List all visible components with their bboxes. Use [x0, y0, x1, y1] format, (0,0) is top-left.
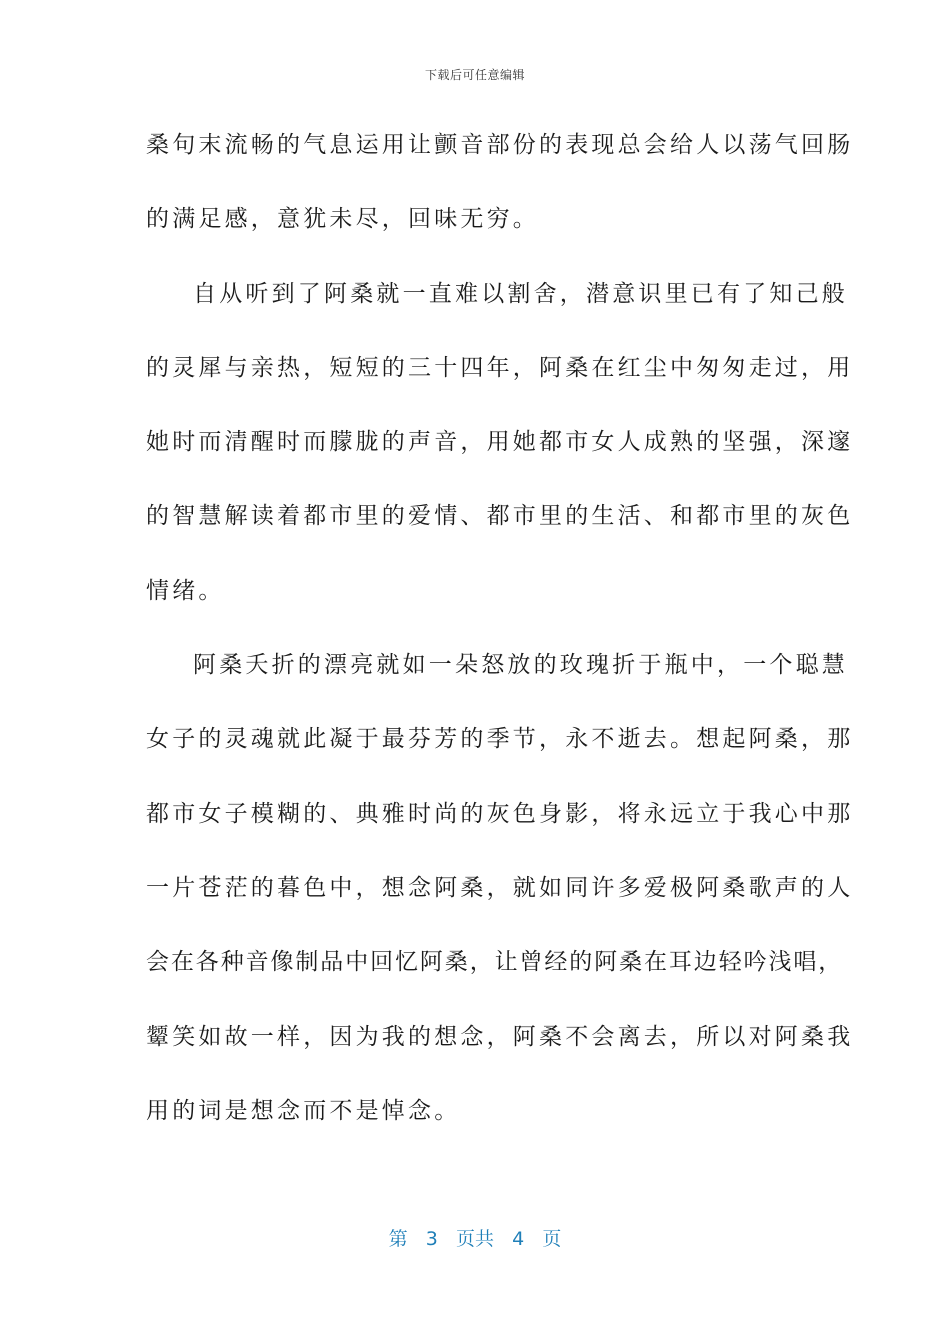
text-line: 女子的灵魂就此凝于最芬芳的季节，永不逝去。想起阿桑，那 — [146, 726, 854, 753]
text-line-paragraph-start: 阿桑夭折的漂亮就如一朵怒放的玫瑰折于瓶中，一个聪慧 — [193, 652, 848, 679]
text-line: 桑句末流畅的气息运用让颤音部份的表现总会给人以荡气回肠 — [146, 132, 854, 158]
text-line: 颦笑如故一样，因为我的想念，阿桑不会离去，所以对阿桑我 — [146, 1023, 854, 1050]
text-line: 都市女子模糊的、典雅时尚的灰色身影，将永远立于我心中那 — [146, 800, 854, 827]
text-line-paragraph-start: 自从听到了阿桑就一直难以割舍，潜意识里已有了知己般 — [193, 280, 848, 307]
text-line: 的满足感，意犹未尽，回味无穷。 — [146, 206, 539, 233]
header-note: 下载后可任意编辑 — [424, 68, 525, 82]
text-line: 一片苍茫的暮色中，想念阿桑，就如同许多爱极阿桑歌声的人 — [146, 874, 854, 901]
text-line: 的灵犀与亲热，短短的三十四年，阿桑在红尘中匆匆走过，用 — [146, 354, 854, 381]
text-line: 的智慧解读着都市里的爱情、都市里的生活、和都市里的灰色 — [146, 503, 854, 530]
footer-middle: 页共 — [455, 1228, 494, 1250]
text-line: 会在各种音像制品中回忆阿桑，让曾经的阿桑在耳边轻吟浅唱， — [146, 949, 844, 976]
text-line: 她时而清醒时而朦胧的声音，用她都市女人成熟的坚强，深邃 — [146, 429, 854, 456]
document-body — [146, 122, 854, 1162]
footer-suffix: 页 — [542, 1228, 562, 1250]
text-line: 情绪。 — [146, 577, 225, 604]
footer-total-pages: 4 — [512, 1228, 525, 1250]
page-footer — [0, 1224, 950, 1251]
text-line: 用的词是想念而不是悼念。 — [146, 1097, 461, 1124]
footer-prefix: 第 — [388, 1228, 408, 1250]
footer-current-page: 3 — [425, 1228, 438, 1250]
